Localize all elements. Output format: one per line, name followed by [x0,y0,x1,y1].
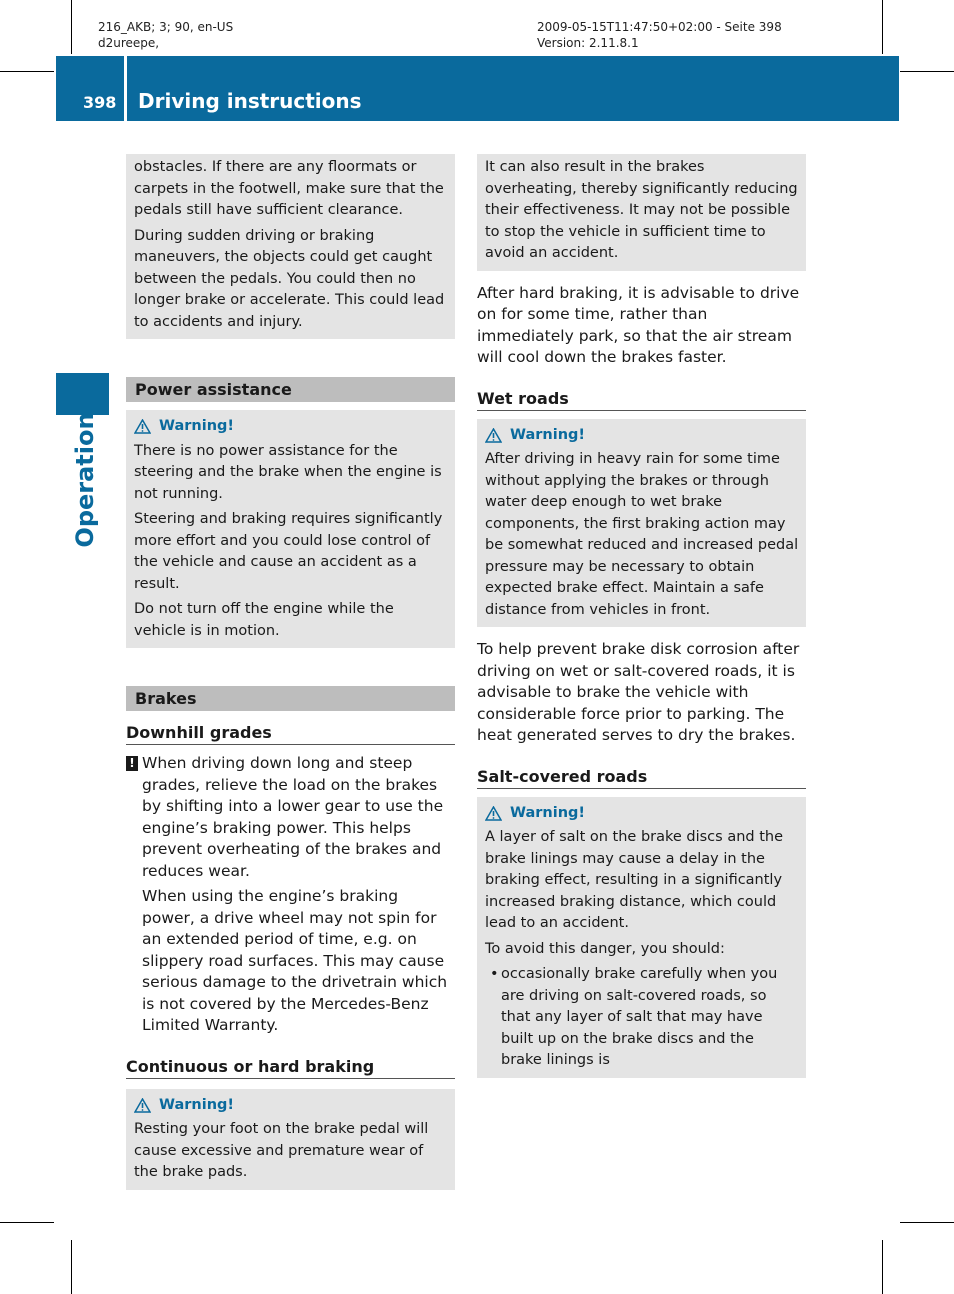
warning-label: Warning! [159,418,235,434]
subhead-downhill: Downhill grades [126,723,455,745]
intro-para-1: obstacles. If there are any floormats or carpets in the footwell, make sure that the pedals still have sufficient clearance. [134,159,444,218]
wet-warning-text: After driving in heavy rain for some time without applying the brakes or through water deep enough to wet brake components, the first braking action may be somewhat reduced and increased pedal pressure may be necessary to obtain expected brake effect. Maintain a safe distance from vehicles in front. [485,451,799,618]
salt-avoid-text: To avoid this danger, you should: [485,940,725,957]
warning-triangle-icon [485,428,502,443]
crop-mark-tl-v [71,0,72,54]
crop-mark-bl-v [71,1240,72,1294]
page-number: 398 [83,93,117,112]
downhill-note [126,753,455,1037]
crop-mark-bl-h [0,1222,54,1223]
power-para-3: Do not turn off the engine while the vehicle is in motion. [134,601,394,639]
warning-header [485,803,799,825]
meta-left-line1: 216_AKB; 3; 90, en-US [98,20,234,34]
subhead-continuous: Continuous or hard braking [126,1057,455,1079]
crop-mark-tr-h [900,71,954,72]
section-brakes: Brakes [126,686,455,711]
power-para-1: There is no power assistance for the steering and the brake when the engine is not running. [134,442,442,502]
salt-bullet-item: • occasionally brake carefully when you are driving on salt-covered roads, so that any layer of salt that may have built up on the brake discs and the brake linings is [485,964,799,1072]
warning-triangle-icon [134,1098,151,1113]
crop-mark-br-h [900,1222,954,1223]
subhead-salt-roads: Salt-covered roads [477,767,806,789]
warning-triangle-icon [485,806,502,821]
salt-warning-box [477,797,806,1078]
left-column [126,154,455,1190]
meta-right-line1: 2009-05-15T11:47:50+02:00 - Seite 398 [537,20,782,34]
warning-label: Warning! [510,804,586,821]
right-column [477,154,806,1078]
side-tab-marker [56,373,109,415]
warning-header [134,416,448,438]
header-divider [124,56,127,121]
print-meta-left [98,19,233,51]
wet-warning-box [477,419,806,628]
crop-mark-br-v [882,1240,883,1294]
side-tab-text: Operation [71,412,99,548]
meta-left-line2: d2ureepe, [98,36,160,50]
warning-header [134,1095,448,1117]
power-para-2: Steering and braking requires significantly more effort and you could lose control of the vehicle and cause an accident as a result. [134,511,443,592]
intro-para-2: During sudden driving or braking maneuvers, the objects could get caught between the pedals. You could then no longer brake or accelerate. This could lead to accidents and injury. [134,227,445,330]
wet-roads-text: To help prevent brake disk corrosion after driving on wet or salt-covered roads, it is advisable to brake the vehicle with considerable force prior to parking. The heat generated serves to dry the brakes. [477,640,800,744]
salt-warning-text: A layer of salt on the brake discs and the brake linings may cause a delay in the braking effect, resulting in a significantly increased braking distance, which could lead to an accident. [485,829,784,931]
warning-label: Warning! [510,426,586,443]
warning-header [485,425,799,447]
subhead-wet-roads: Wet roads [477,389,806,411]
meta-right-line2: Version: 2.11.8.1 [537,36,639,50]
section-power-assistance: Power assistance [126,377,455,402]
power-warning-box [126,410,455,648]
downhill-para-1: When driving down long and steep grades, relieve the load on the brakes by shifting into a lower gear to use the engine’s braking power. This helps prevent overheating of the brakes and reduces wear. [142,754,444,880]
crop-mark-tr-v [882,0,883,54]
print-meta-right [537,19,782,51]
page-title: Driving instructions [138,89,362,113]
crop-mark-tl-h [0,71,54,72]
continuous-warning-text: Resting your foot on the brake pedal will cause excessive and premature wear of the brake pads. [134,1121,429,1180]
intro-box-left [126,154,455,339]
intro-box-right [477,154,806,271]
downhill-para-2: When using the engine’s braking power, a drive wheel may not spin for an extended period of time, e.g. on slippery road surfaces. This may cause serious damage to the drivetrain which is not covered by the Mercedes-Benz Limited Warranty. [142,887,448,1034]
overheat-text: It can also result in the brakes overheating, thereby significantly reducing their effectiveness. It may not be possible to stop the vehicle in sufficient time to avoid an accident. [485,159,798,261]
side-tab-label [60,412,110,548]
after-braking-text: After hard braking, it is advisable to drive on for some time, rather than immediately park, so that the air stream will cool down the brakes faster. [477,283,800,366]
continuous-warning-box [126,1089,455,1190]
exclamation-icon: ! [126,756,138,771]
warning-label: Warning! [159,1096,235,1113]
warning-triangle-icon [134,419,151,434]
